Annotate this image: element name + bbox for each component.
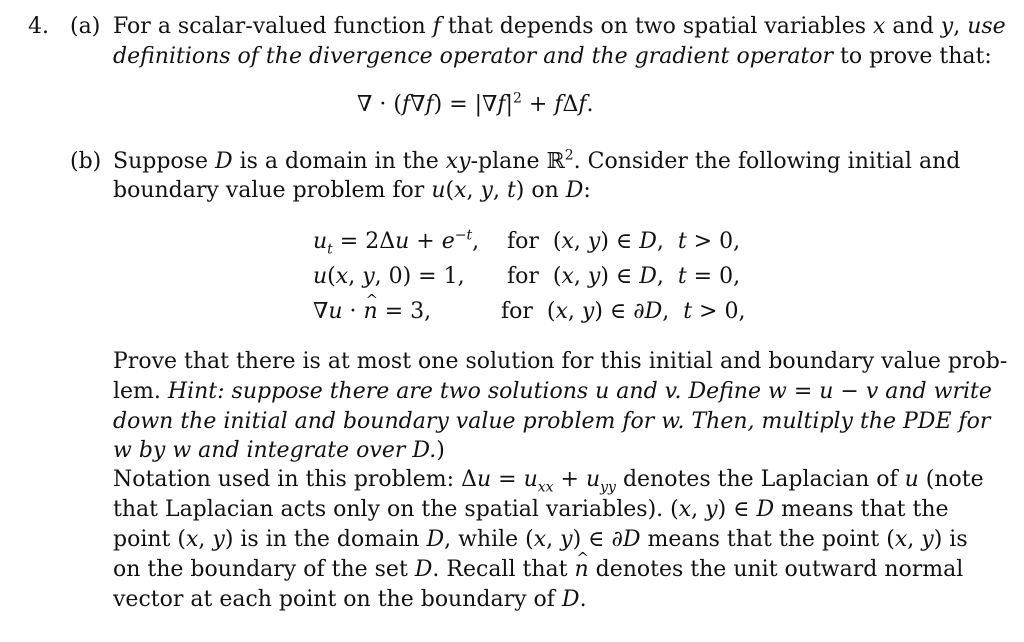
prove-line-2: lem. Hint: suppose there are two solutions u and v. Define w = u − v and write — [113, 379, 992, 404]
prove-line-3: down the initial and boundary value problem for w. Then, multiply the PDE for — [113, 409, 991, 434]
prove-line-1: Prove that there is at most one solution for this initial and boundary value prob- — [113, 349, 1008, 374]
part-a-label: (a) — [70, 14, 101, 39]
system-eq-1-lhs: $u_t = 2\Delta u + e^{-t}$, — [313, 227, 480, 258]
system-eq-1-cond: for (x, y) ∈ D, t > 0, — [507, 229, 741, 254]
system-eq-3-lhs: ∇u · ^ n = 3, — [313, 298, 431, 326]
part-a-line-2: definitions of the divergence operator and the gradient operator to prove that: — [113, 44, 992, 69]
problem-number: 4. — [28, 14, 49, 39]
system-eq-3-cond: for (x, y) ∈ ∂D, t > 0, — [501, 299, 746, 324]
notation-line-3: point (x, y) is in the domain D, while (x, y) ∈ ∂D means that the point (x, y) is — [113, 527, 968, 552]
part-b-line-1: Suppose D is a domain in the xy-plane ℝ$^2$. Consider the following initial and — [113, 147, 961, 174]
part-a-equation: ∇ · $(f\nabla f) = |\nabla f|^2 + f\Delta f$. — [357, 90, 594, 117]
system-eq-2-lhs: u(x, y, 0) = 1, — [313, 264, 465, 289]
notation-line-4: on the boundary of the set D. Recall that ^ n denotes the unit outward normal — [113, 556, 963, 584]
system-eq-2-cond: for (x, y) ∈ D, t = 0, — [507, 264, 741, 289]
notation-line-2: that Laplacian acts only on the spatial variables). (x, y) ∈ D means that the — [113, 497, 949, 522]
notation-line-1: Notation used in this problem: $\Delta u = u_{xx} + u_{yy}$ denotes the Laplacian of u (note — [113, 467, 984, 496]
notation-line-5: vector at each point on the boundary of D. — [113, 587, 587, 612]
part-a-line-1: For a scalar-valued function f that depends on two spatial variables x and y, use — [113, 14, 1006, 39]
prove-line-4: w by w and integrate over D.) — [113, 438, 445, 463]
part-b-line-2: boundary value problem for u(x, y, t) on D: — [113, 178, 591, 203]
part-b-label: (b) — [70, 149, 102, 174]
